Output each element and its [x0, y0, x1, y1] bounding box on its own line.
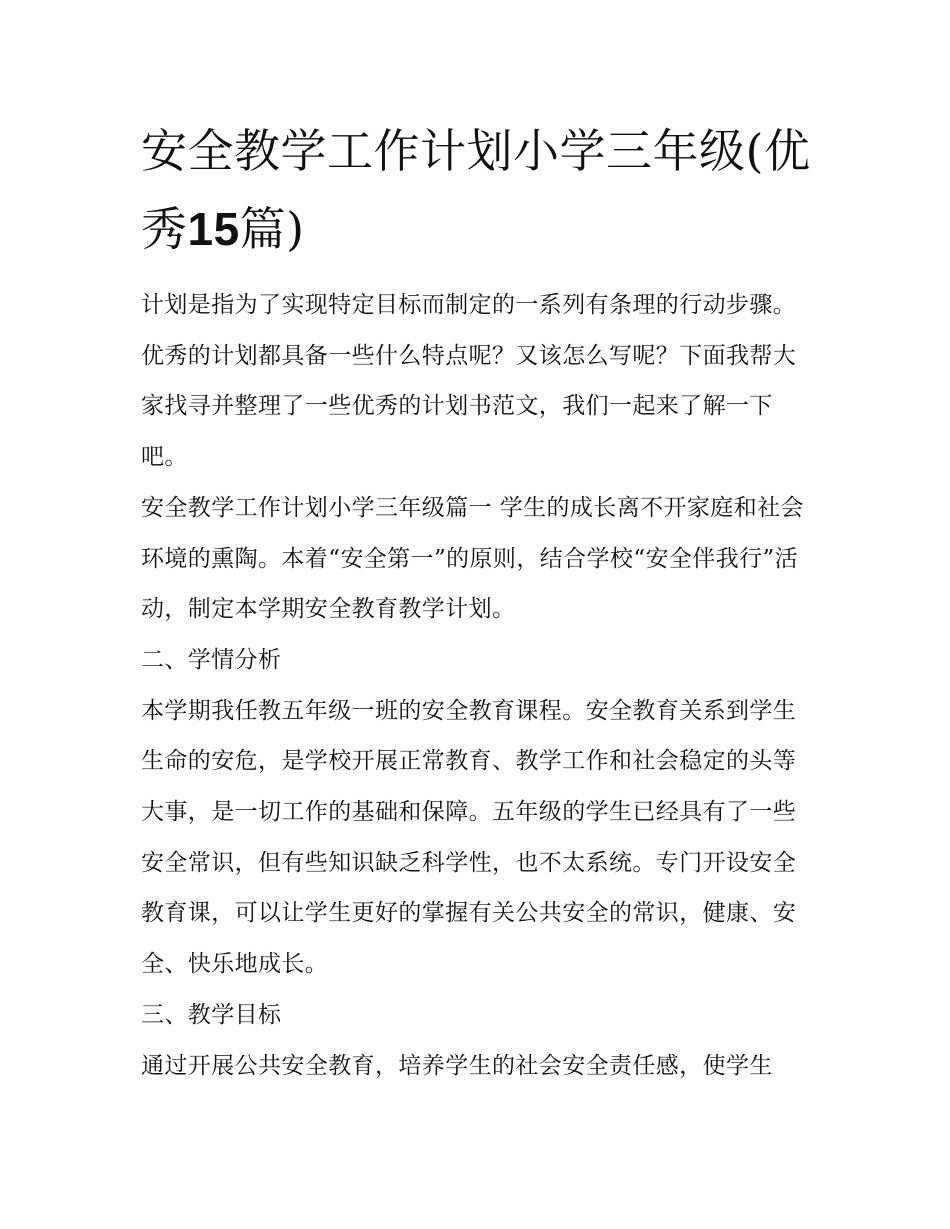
intro-paragraph: 计划是指为了实现特定目标而制定的一系列有条理的行动步骤。优秀的计划都具备一些什么特点呢？又该怎么写呢？下面我帮大家找寻并整理了一些优秀的计划书范文，我们一起来了解一下吧。: [141, 292, 797, 471]
title-line-1: 安全教学工作计划小学三年级: [141, 124, 746, 178]
student-analysis-paragraph: 本学期我任教五年级一班的安全教育课程。安全教育关系到学生生命的安危，是学校开展正常教育、教学工作和社会稳定的头等大事，是一切工作的基础和保障。五年级的学生已经具有了一些安全常识，但有些知识缺乏科学性，也不太系统。专门开设安全教育课，可以让学生更好的掌握有关公共安全的常识，健康、安全、快乐地成长。: [141, 697, 797, 978]
teaching-goals-paragraph: 通过开展公共安全教育，培养学生的社会安全责任感，使学生: [141, 1052, 773, 1079]
document-title: [141, 112, 821, 268]
heading-teaching-goals: 三、教学目标: [141, 1001, 282, 1028]
document-body: [141, 280, 813, 1091]
heading-student-analysis: 二、学情分析: [141, 646, 282, 673]
title-paren-close: 篇): [239, 202, 305, 256]
title-paren-open: (优秀: [141, 124, 811, 256]
section-one-paragraph: 安全教学工作计划小学三年级篇一 学生的成长离不开家庭和社会环境的熏陶。本着“安全第一”的原则，结合学校“安全伴我行”活动，制定本学期安全教育教学计划。: [141, 494, 804, 623]
title-count: 15: [187, 203, 240, 255]
